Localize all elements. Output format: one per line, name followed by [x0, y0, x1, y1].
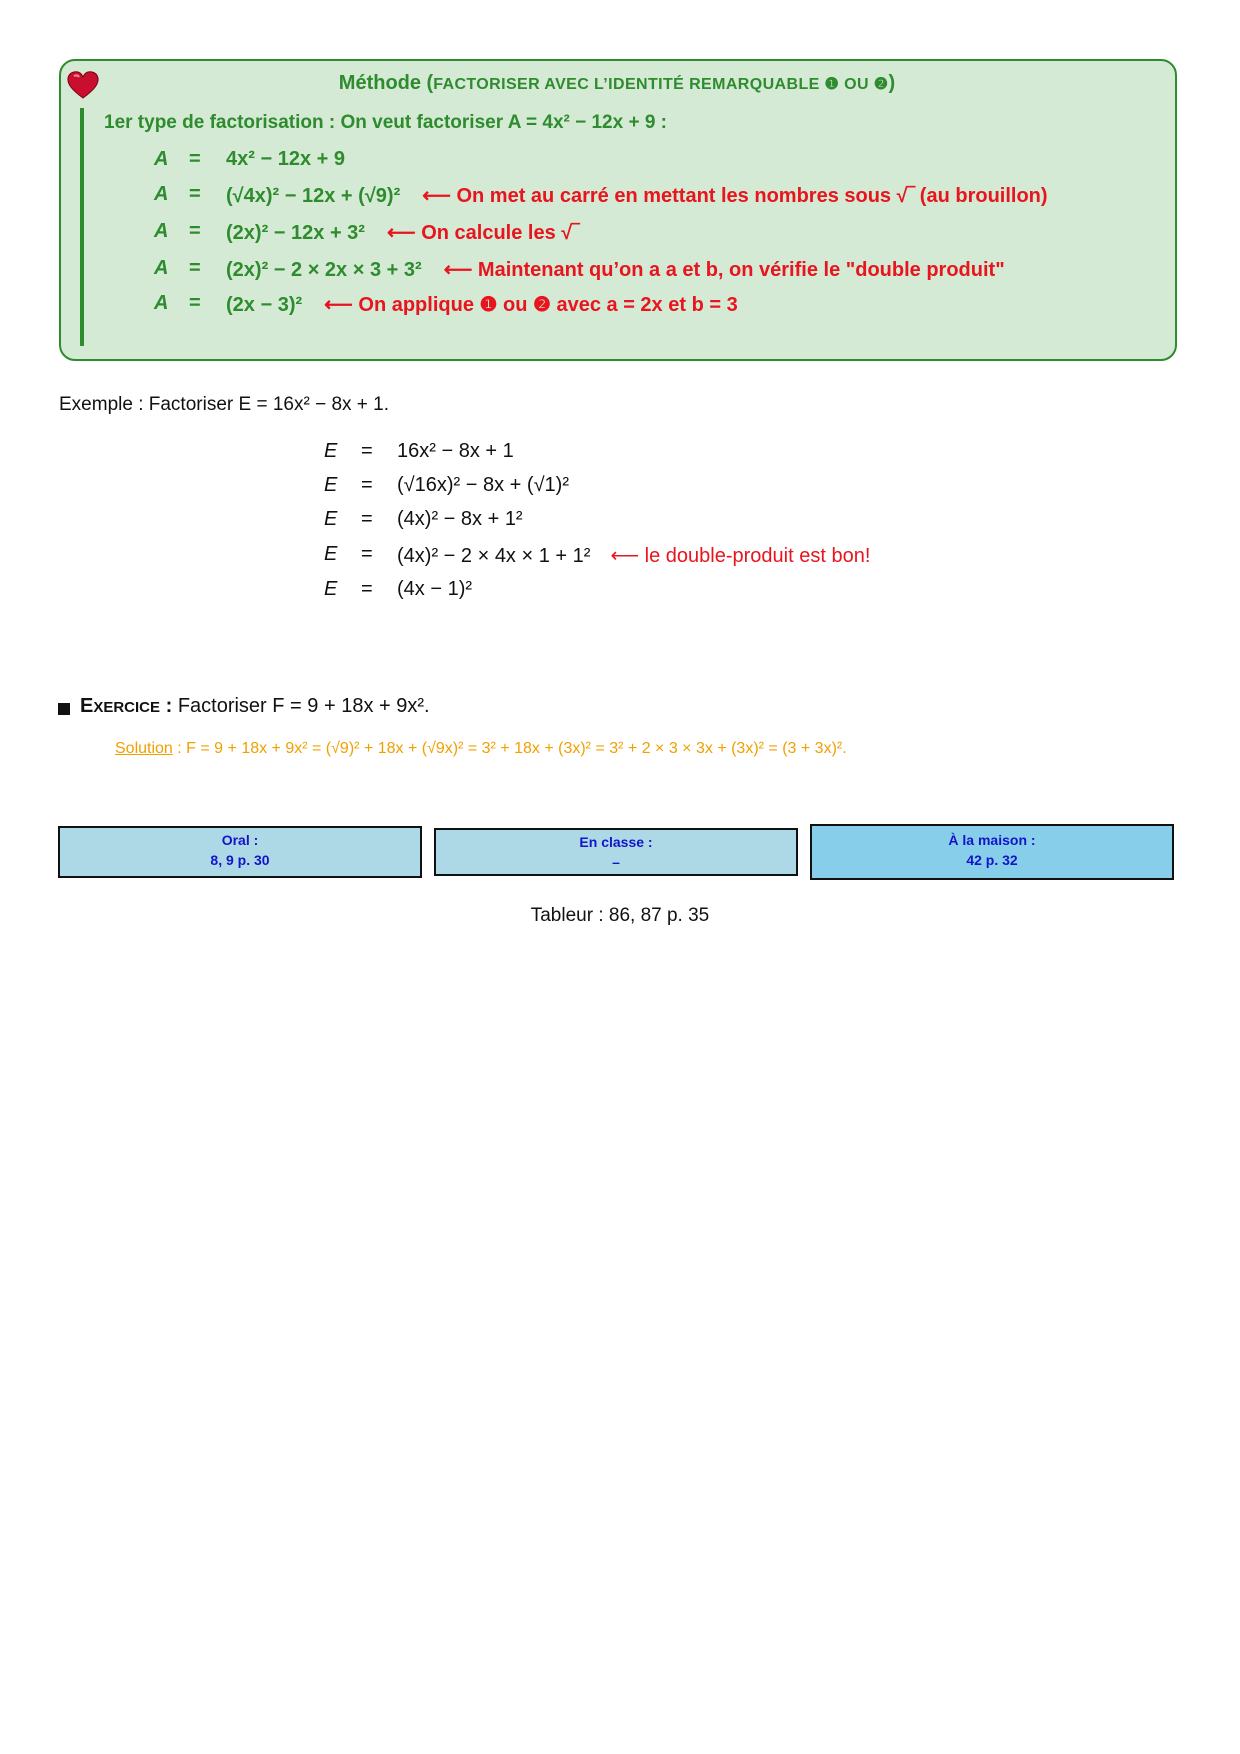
- solution-text: : F = 9 + 18x + 9x² = (√9)² + 18x + (√9x)² = 3² + 18x + (3x)² = 3² + 2 × 3 × 3x + (3x)² = (3 + 3x)².: [177, 740, 847, 757]
- example-row-lhs: E: [324, 543, 338, 565]
- homework-title: En classe :: [579, 834, 653, 850]
- exercise-label-rest: XERCICE: [93, 699, 161, 716]
- method-title: [59, 72, 1175, 95]
- solution-label: Solution: [115, 740, 173, 757]
- method-row-note: ⟵ On calcule les √‾: [386, 222, 579, 244]
- homework-box-en-classe: [434, 828, 798, 876]
- homework-title: Oral :: [221, 832, 259, 848]
- method-row-lhs: A: [154, 257, 169, 279]
- exercise-label: [80, 695, 172, 717]
- example-row-lhs: E: [324, 508, 338, 530]
- method-row-lhs: A: [154, 183, 169, 205]
- method-title-close: ): [888, 72, 896, 94]
- example-row-eq: =: [361, 474, 373, 496]
- homework-title: À la maison :: [948, 832, 1036, 848]
- method-row-rhs: (√4x)² − 12x + (√9)²: [226, 185, 401, 207]
- homework-value: 8, 9 p. 30: [210, 852, 270, 868]
- method-intro-expr: A = 4x² − 12x + 9 :: [507, 112, 668, 133]
- example-row-lhs: E: [324, 578, 338, 600]
- method-title-caps: FACTORISER AVEC L’IDENTITÉ REMARQUABLE ❶ OU ❷: [433, 76, 889, 93]
- homework-value: 42 p. 32: [966, 852, 1018, 868]
- example-row-eq: =: [361, 508, 373, 530]
- method-row-eq: =: [189, 148, 201, 170]
- method-row-note: ⟵ On applique ❶ ou ❷ avec a = 2x et b = 3: [324, 294, 738, 316]
- exercise-label-colon: :: [160, 695, 173, 717]
- example-row-note: ⟵ le double-produit est bon!: [610, 545, 871, 567]
- method-row-lhs: A: [154, 148, 169, 170]
- method-row-eq: =: [189, 257, 201, 279]
- example-row-lhs: E: [324, 474, 338, 496]
- method-row-eq: =: [189, 183, 201, 205]
- method-row-lhs: A: [154, 220, 169, 242]
- exercise-text: Factoriser F = 9 + 18x + 9x².: [177, 695, 430, 717]
- method-row-lhs: A: [154, 292, 169, 314]
- example-row-eq: =: [361, 543, 373, 565]
- method-left-bar: [80, 108, 84, 346]
- method-intro-text: 1er type de factorisation : On veut factoriser: [104, 112, 504, 133]
- method-intro: [104, 112, 667, 134]
- example-row-rhs: 16x² − 8x + 1: [397, 440, 514, 462]
- method-row-rhs: (2x)² − 2 × 2x × 3 + 3²: [226, 259, 422, 281]
- example-row-eq: =: [361, 440, 373, 462]
- homework-box-oral: [58, 826, 422, 878]
- method-row-eq: =: [189, 292, 201, 314]
- method-row-eq: =: [189, 220, 201, 242]
- example-row-rhs: (4x − 1)²: [397, 578, 473, 600]
- example-row-rhs: (4x)² − 2 × 4x × 1 + 1²: [397, 545, 591, 567]
- method-row-note: ⟵ Maintenant qu’on a a et b, on vérifie le "double produit": [443, 259, 1005, 281]
- tableur-line: Tableur : 86, 87 p. 35: [530, 905, 710, 926]
- homework-box-maison: [810, 824, 1174, 880]
- method-row-rhs: (2x − 3)²: [226, 294, 303, 316]
- solution-line: [115, 740, 847, 758]
- homework-value: –: [612, 854, 620, 870]
- example-row-rhs: (4x)² − 8x + 1²: [397, 508, 523, 530]
- method-row-rhs: (2x)² − 12x + 3²: [226, 222, 365, 244]
- example-row-eq: =: [361, 578, 373, 600]
- example-row-rhs: (√16x)² − 8x + (√1)²: [397, 474, 569, 496]
- example-intro: Exemple : Factoriser E = 16x² − 8x + 1.: [59, 394, 390, 415]
- method-row-rhs: 4x² − 12x + 9: [226, 148, 345, 170]
- exercise-label-first: E: [80, 695, 94, 717]
- method-row-note: ⟵ On met au carré en mettant les nombres sous √‾ (au brouillon): [422, 185, 1048, 207]
- example-row-lhs: E: [324, 440, 338, 462]
- method-title-main: Méthode (: [338, 72, 434, 94]
- exercise-line: [80, 695, 430, 718]
- exercise-bullet-icon: [58, 703, 70, 715]
